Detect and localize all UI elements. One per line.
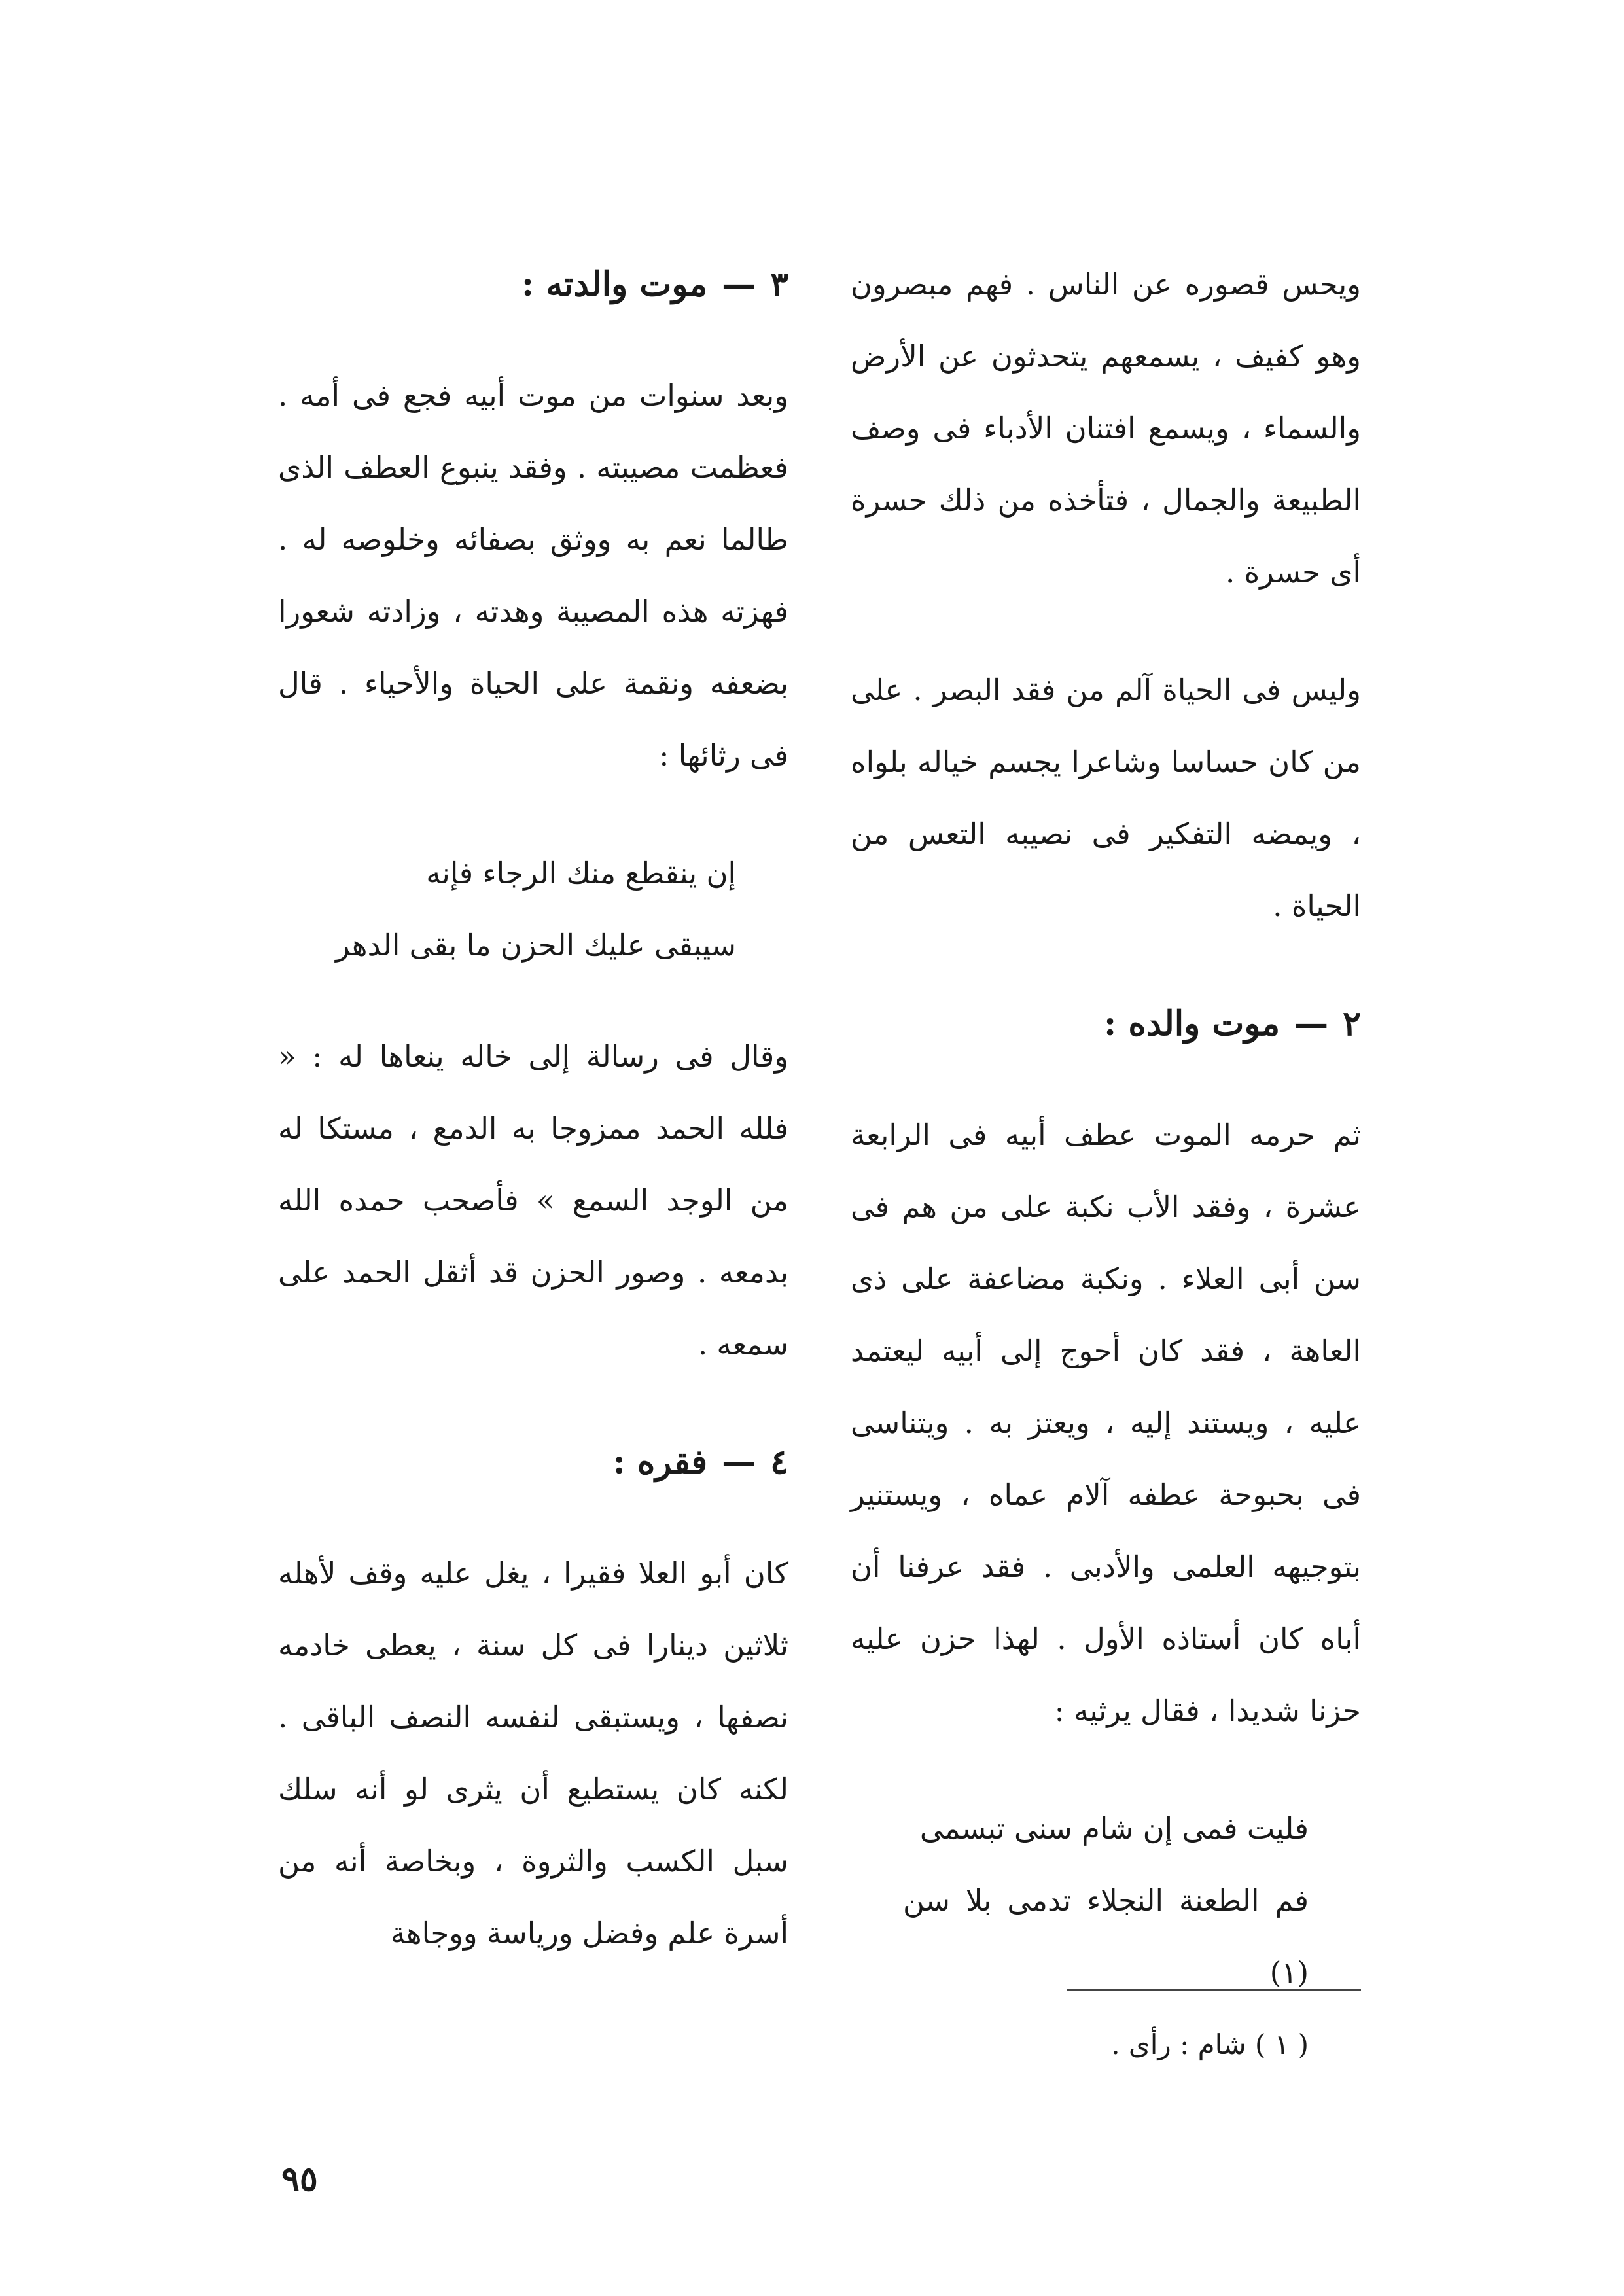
paragraph: كان أبو العلا فقيرا ، يغل عليه وقف لأهله ثلاثين دينارا فى كل سنة ، يعطى خادمه نصفها ، ويستبقى لنفسه النصف الباقى . لكنه كان يستطيع أن يثرى لو أنه سلك سبل الكسب والثروة ، وبخاصة أنه من أسرة علم وفضل ورياسة ووجاهة (278, 1556, 788, 1951)
right-column (851, 249, 1361, 2048)
section-heading-father-death (851, 988, 1361, 1060)
section-dash: — (1294, 1004, 1329, 1044)
paragraph: وبعد سنوات من موت أبيه فجع فى أمه . فعظمت مصيبته . وفقد ينبوع العطف الذى طالما نعم به ووثق بصفائه وخلوصه له . فهزته هذه المصيبة وهدته ، وزادته شعورا بضعفه ونقمة على الحياة والأحياء . قال فى رثائها : (278, 378, 788, 773)
verse-first-hemistich: إن ينقطع منك الرجاء فإنه (426, 856, 736, 891)
section-number: ٤ (770, 1442, 788, 1482)
section-number: ٢ (1343, 1004, 1361, 1044)
page-number: ٩٥ (281, 2159, 318, 2199)
section-title: فقره : (612, 1442, 708, 1482)
footnote-divider (1067, 1989, 1361, 1991)
section-title: موت والده : (1104, 1004, 1280, 1044)
paragraph: وقال فى رسالة إلى خاله ينعاها له : « فلله الحمد ممزوجا به الدمع ، مستكا له من الوجد السمع » فأصحب حمده الله بدمعه . وصور الحزن قد أثقل الحمد على سمعه . (278, 1039, 788, 1362)
paragraph: وليس فى الحياة آلم من فقد البصر . على من كان حساسا وشاعرا يجسم خياله بلواه ، ويمضه التفكير فى نصيبه التعس من الحياة . (851, 673, 1361, 923)
poetry-verse (851, 1793, 1361, 2009)
footnote: ( ١ ) شام : رأى . (1111, 2028, 1309, 2060)
section-heading-poverty (278, 1426, 788, 1498)
section-dash: — (722, 264, 756, 304)
left-column (278, 249, 788, 2015)
poetry-verse (278, 838, 788, 981)
verse-first-hemistich: فليت فمى إن شام سنى تبسمى (919, 1811, 1309, 1846)
verse-second-hemistich: سيبقى عليك الحزن ما بقى الدهر (335, 928, 736, 963)
section-number: ٣ (770, 264, 788, 304)
verse-second-hemistich: فم الطعنة النجلاء تدمى بلا سن (١) (903, 1883, 1309, 1990)
section-title: موت والدته : (521, 264, 708, 304)
paragraph: ويحس قصوره عن الناس . فهم مبصرون وهو كفيف ، يسمعهم يتحدثون عن الأرض والسماء ، ويسمع افتنان الأدباء فى وصف الطبيعة والجمال ، فتأخذه من ذلك حسرة أى حسرة . (851, 267, 1361, 590)
section-heading-mother-death (278, 249, 788, 321)
paragraph: ثم حرمه الموت عطف أبيه فى الرابعة عشرة ، وفقد الأب نكبة على من هم فى سن أبى العلاء . ونكبة مضاعفة على ذى العاهة ، فقد كان أحوج إلى أبيه ليعتمد عليه ، ويستند إليه ، ويعتز به . ويتناسى فى بحبوحة عطفه آلام عماه ، ويستنير بتوجيهه العلمى والأدبى . فقد عرفنا أن أباه كان أستاذه الأول . لهذا حزن عليه حزنا شديدا ، فقال يرثيه : (851, 1118, 1361, 1728)
section-dash: — (722, 1442, 756, 1482)
